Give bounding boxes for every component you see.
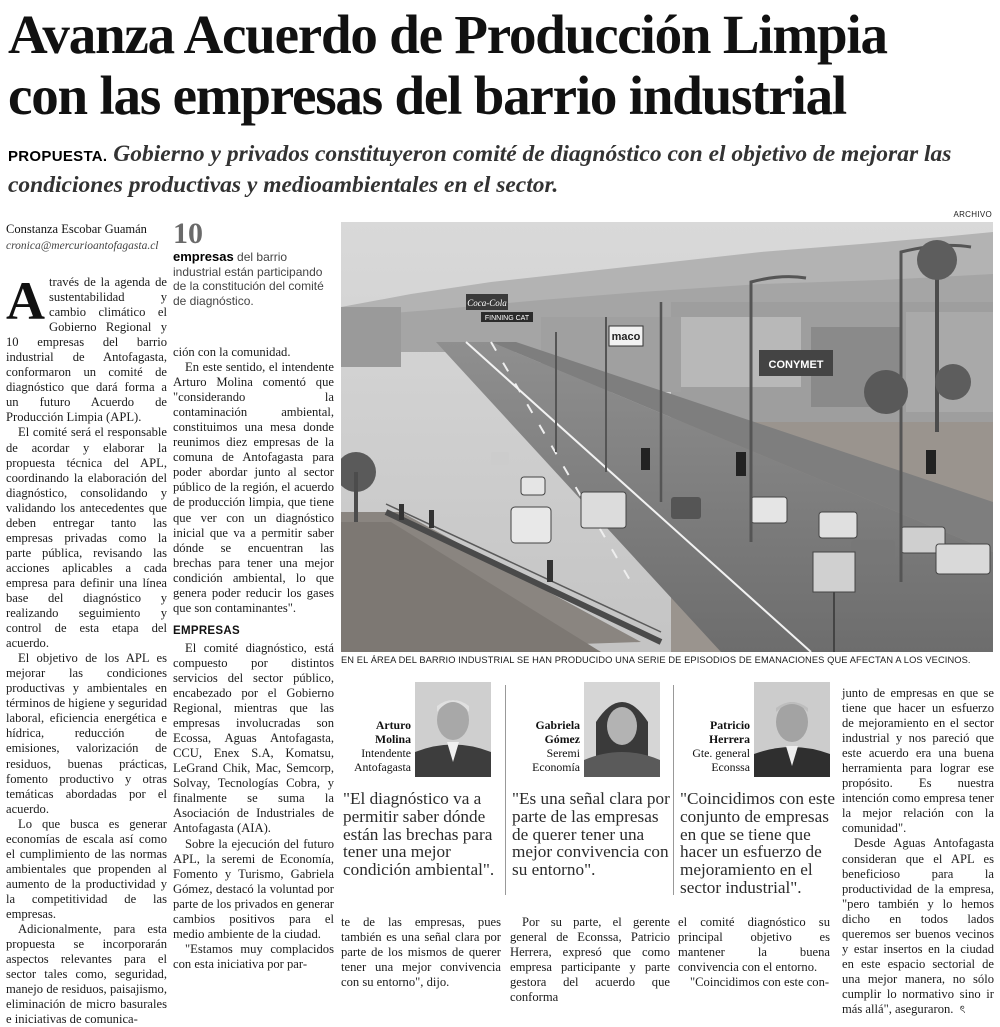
photo-credit: ARCHIVO [953,210,992,219]
quote-text-gomez: "Es una señal clara por parte de las empresas de querer tener una mejor convivencia con su entorno". [512,789,670,880]
factbox [173,217,333,308]
body-paragraph-8: El comité diagnóstico, está compuesto por distintos servicios del sector público, encabezado por el Gobierno Regional, mientras que las empresas involucradas son Ecossa, Aguas Antofagasta, CCU, Enex S.A, Komatsu, LeGrand Chik, Mac, Semcorp, Solvay, Tecnologías Cobra, y finalmente se suma la Asociación de Industriales de Antofagasta (AIA). [173,640,334,836]
body-paragraph-4: Lo que busca es generar economías de escala así como el cumplimiento de las normas ambientales que propenden al aumento de la productividad y la competitividad de las empresas. [6,816,167,921]
headline-line-2: con las empresas del barrio industrial [8,65,846,126]
article-column-3 [341,915,501,990]
body-paragraph-1: Através de la agenda de sustentabilidad y cambio climático el Gobierno Regional y 10 empresas del barrio industrial de Antofagasta, conformaron un comité de diagnóstico que dará forma a un futuro Acuerdo de Producción Limpia (APL). [6,271,167,425]
sign-cocacola: Coca-Cola [467,298,507,308]
lead-text: Gobierno y privados constituyeron comité de diagnóstico con el objetivo de mejorar las condiciones productivas y medioambientales en el sector. [8,141,952,198]
quote-separator [505,685,506,895]
article-column-5 [678,915,830,990]
subheading-empresas: EMPRESAS [173,624,240,637]
photo-caption: EN EL ÁREA DEL BARRIO INDUSTRIAL SE HAN PRODUCIDO UNA SERIE DE EPISODIOS DE EMANACIONES QUE AFECTAN A LOS VECINOS. [341,655,971,665]
body-paragraph-14: "Coincidimos con este con- [690,975,830,990]
industrial-avenue-photo [341,222,993,652]
article-column-1 [6,271,167,1027]
factbox-bold: empresas [173,249,234,264]
body-paragraph-3: El objetivo de los APL es mejorar las condiciones productivas y ambientales en términos de higiene y seguridad laboral, eficiencia energética e hídrica, reducción de emisiones, valorización de residuos, buenas prácticas, fomento productivo y otras temáticas abordadas por el acuerdo. [6,651,167,816]
factbox-text [173,250,333,308]
portrait-gomez [584,682,660,777]
article-column-4 [510,915,670,1005]
article-column-2 [173,345,334,972]
photo-illustration [341,222,993,652]
lead-paragraph [8,140,988,200]
quote-name-molina: Arturo Molina Intendente Antofagasta [354,718,411,774]
sign-finning: FINNING CAT [484,315,530,322]
factbox-number: 10 [173,217,203,250]
body-paragraph-16: Desde Aguas Antofagasta consideran que el APL es beneficioso para la productividad de la empresa, "pero también y lo hemos dicho en todos lados queremos ser buenos vecinos y estar insertos en la ciudad en este espacio sectorial de una mejor manera, no sólo cumplir lo normativo sino ir más allá", aseguraron. ৎ [842,836,994,1016]
portrait-herrera [754,682,830,777]
end-mark-icon: ৎ [959,1002,966,1016]
headline [8,4,993,126]
factbox-rest: del barrio industrial están participando de la constitución del comité de diagnóstico. [173,250,324,308]
body-paragraph-5: Adicionalmente, para esta propuesta se incorporarán aspectos relevantes para el sector tales como, seguridad, manejo de residuos, paisajismo, eliminación de micro basurales e iniciativas de comunica- [6,922,167,1027]
quote-name-herrera: Patricio Herrera Gte. general Econssa [692,718,750,774]
body-paragraph-11: te de las empresas, pues también es una señal clara por parte de los mismos de querer tener una mejor convivencia con su entorno", dijo. [341,915,501,990]
quote-text-herrera: "Coincidimos con este conjunto de empresas en que se tiene que hacer un esfuerzo de mejoramiento en el sector industrial". [680,789,835,897]
body-paragraph-7: En este sentido, el intendente Arturo Molina comentó que "considerando la contaminación ambiental, constituimos una mesa donde reunimos diez empresas de la comuna de Antofagasta para poder abordar junto al sector público de la región, el acuerdo de producción limpia, que tiene que ver con un diagnóstico inicial que va a permitir saber dónde se encuentran las brechas para tener una mejor condición ambiental, lo que genera poder reducir los gases que son contaminantes". [173,360,334,615]
body-paragraph-13: el comité diagnóstico su principal objetivo es mantener la buena convivencia con el entorno. [678,915,830,975]
portrait-molina [415,682,491,777]
body-paragraph-2: El comité será el responsable de acordar y elaborar la propuesta técnica del APL, coordinando la elaboración del diagnóstico, consolidando y validando los antecedentes que deben entregar tanto las empresas privadas como la parte pública, revisando las acciones aplicables a cada empresa para definir una línea base del diagnóstico y realizando seguimiento y control de esta etapa del acuerdo. [6,425,167,651]
body-paragraph-9: Sobre la ejecución del futuro APL, la seremi de Economía, Fomento y Turismo, Gabriela Gómez, destacó la voluntad por parte de los privados en generar cambios positivos para el medio ambiente de la ciudad. [173,836,334,941]
article-column-6 [842,686,994,1017]
quote-name-gomez: Gabriela Gómez Seremi Economía [532,718,580,774]
drop-cap: A [6,271,45,331]
byline-author: Constanza Escobar Guamán [6,222,147,236]
sign-maco: maco [611,331,641,343]
byline-email: cronica@mercurioantofagasta.cl [6,240,159,252]
quote-text-molina: "El diagnóstico va a permitir saber dónde están las brechas para tener una mejor condición ambiental". [343,789,495,880]
lead-kicker: PROPUESTA. [8,148,108,165]
byline [6,222,171,252]
body-paragraph-6: ción con la comunidad. [173,345,291,359]
quote-separator [673,685,674,895]
body-paragraph-10: "Estamos muy complacidos con esta iniciativa por par- [173,941,334,971]
headline-line-1: Avanza Acuerdo de Producción Limpia [8,4,887,65]
body-paragraph-12: Por su parte, el gerente general de Econssa, Patricio Herrera, expresó que como empresa participante y parte gestora del acuerdo que conforma [510,915,670,1005]
body-paragraph-15: junto de empresas en que se tiene que hacer un esfuerzo de mejoramiento en el sector industrial y nos pareció que este acuerdo era una buena herramienta para lograr ese propósito. Es nuestra intención como empresa tener la mejor relación con la comunidad". [842,686,994,836]
sign-conymet: CONYMET [768,359,824,371]
